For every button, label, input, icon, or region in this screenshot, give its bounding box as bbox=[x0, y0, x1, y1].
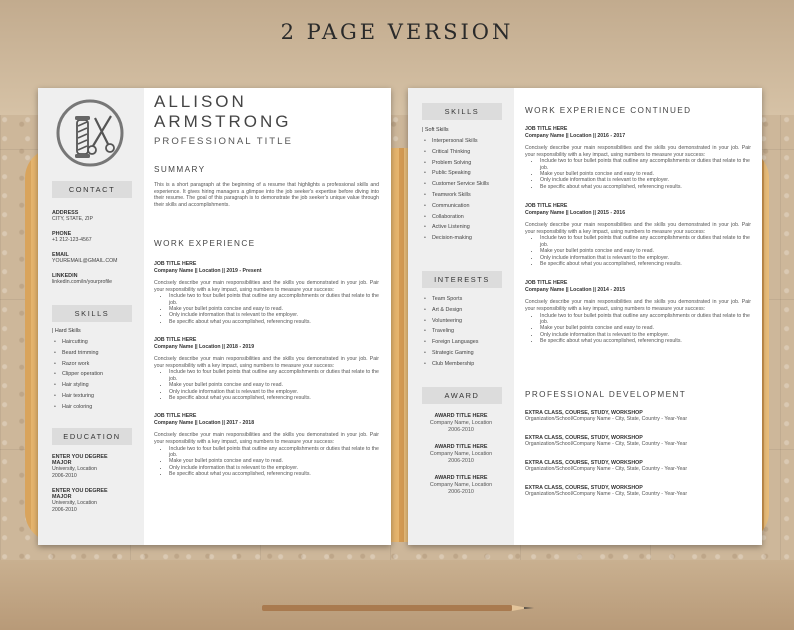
job-company: Company Name || Location || 2014 - 2015 bbox=[525, 286, 626, 293]
job-entry bbox=[525, 126, 751, 190]
skill-item: • Clipper operation bbox=[54, 369, 144, 380]
skill-item: • Hair texturing bbox=[54, 391, 144, 402]
summary-section bbox=[154, 165, 379, 208]
interest-item: • Strategic Gaming bbox=[424, 348, 514, 359]
pd-detail: Organization/School/Company Name - City, State, Country - Year-Year bbox=[525, 416, 688, 422]
address-label: ADDRESS bbox=[52, 210, 79, 216]
job-description: Concisely describe your main responsibilities and the skills you demonstrated in your job. Pair your responsibility with a key impact, using numbers to measure your success: bbox=[154, 432, 379, 446]
linkedin-value: linkedin.com/in/yourprofile bbox=[52, 279, 112, 285]
job-bullet: • Only include information that is relevant to the employer. bbox=[540, 332, 751, 338]
award-entry bbox=[408, 444, 514, 465]
job-title: JOB TITLE HERE bbox=[525, 203, 568, 210]
education-heading: EDUCATION bbox=[52, 428, 132, 445]
work-experience-continued-section bbox=[525, 106, 751, 345]
job-bullet: • Make your bullet points concise and easy to read. bbox=[540, 171, 751, 177]
education-degree: ENTER YOU DEGREE bbox=[52, 454, 108, 460]
email-label: EMAIL bbox=[52, 252, 69, 258]
job-bullet: • Be specific about what you accomplished, referencing results. bbox=[169, 319, 379, 325]
education-entry bbox=[52, 454, 144, 480]
job-bullet: • Be specific about what you accomplished, referencing results. bbox=[169, 471, 379, 477]
hard-skills-subheading: | Hard Skills bbox=[52, 328, 81, 334]
pd-entry bbox=[525, 410, 751, 422]
professional-title: PROFESSIONAL TITLE bbox=[154, 136, 293, 147]
soft-skills-section bbox=[408, 103, 514, 244]
education-school: University, Location bbox=[52, 466, 97, 472]
job-description: Concisely describe your main responsibilities and the skills you demonstrated in your job. Pair your responsibility with a key impact, using numbers to measure your success: bbox=[525, 299, 751, 313]
resume-page-1 bbox=[38, 88, 391, 545]
work-experience-continued-heading: WORK EXPERIENCE CONTINUED bbox=[525, 106, 692, 115]
interest-item: • Art & Design bbox=[424, 305, 514, 316]
education-entry bbox=[52, 488, 144, 514]
job-entry bbox=[154, 337, 379, 401]
job-bullet: • Include two to four bullet points that outline any accomplishments or duties that relate to the job. bbox=[169, 446, 379, 459]
job-company: Company Name || Location || 2018 - 2019 bbox=[154, 343, 255, 350]
award-place: Company Name, Location bbox=[429, 451, 493, 457]
award-section bbox=[408, 387, 514, 506]
education-school: University, Location bbox=[52, 500, 97, 506]
job-bullet: • Include two to four bullet points that outline any accomplishments or duties that relate to the job. bbox=[169, 293, 379, 306]
pd-entry bbox=[525, 485, 751, 497]
job-bullet: • Only include information that is relevant to the employer. bbox=[169, 465, 379, 471]
job-title: JOB TITLE HERE bbox=[154, 413, 197, 420]
work-experience-heading: WORK EXPERIENCE bbox=[154, 239, 256, 248]
job-bullet: • Make your bullet points concise and easy to read. bbox=[169, 458, 379, 464]
professional-development-list bbox=[525, 410, 751, 497]
job-bullet: • Include two to four bullet points that outline any accomplishments or duties that relate to the job. bbox=[540, 158, 751, 171]
phone-value: +1 212-123-4567 bbox=[52, 237, 92, 243]
job-bullet: • Make your bullet points concise and easy to read. bbox=[169, 382, 379, 388]
job-bullet: • Only include information that is relevant to the employer. bbox=[540, 255, 751, 261]
skill-item: • Hair styling bbox=[54, 380, 144, 391]
job-company: Company Name || Location || 2015 - 2016 bbox=[525, 209, 626, 216]
work-experience-continued-list bbox=[525, 126, 751, 345]
pd-detail: Organization/School/Company Name - City, State, Country - Year-Year bbox=[525, 466, 688, 472]
job-bullet: • Be specific about what you accomplished, referencing results. bbox=[540, 261, 751, 267]
award-years: 2006-2010 bbox=[448, 458, 474, 464]
skill-item: • Problem Solving bbox=[424, 158, 514, 169]
skill-item: • Decision-making bbox=[424, 233, 514, 244]
linkedin-label: LINKEDIN bbox=[52, 273, 78, 279]
award-title: AWARD TITLE HERE bbox=[434, 444, 488, 450]
job-bullet: • Be specific about what you accomplished, referencing results. bbox=[540, 184, 751, 190]
job-bullet: • Only include information that is relevant to the employer. bbox=[169, 389, 379, 395]
name-first: ALLISON bbox=[154, 92, 247, 111]
pd-title: EXTRA CLASS, COURSE, STUDY, WORKSHOP bbox=[525, 460, 643, 466]
interest-item: • Volunteering bbox=[424, 316, 514, 327]
job-bullet: • Make your bullet points concise and easy to read. bbox=[540, 248, 751, 254]
job-bullets bbox=[154, 293, 379, 325]
phone-label: PHONE bbox=[52, 231, 72, 237]
job-description: Concisely describe your main responsibilities and the skills you demonstrated in your job. Pair your responsibility with a key impact, using numbers to measure your success: bbox=[154, 356, 379, 369]
skills-heading: SKILLS bbox=[52, 305, 132, 322]
resume-page-2 bbox=[408, 88, 762, 545]
soft-skills-list bbox=[408, 136, 514, 244]
summary-text: This is a short paragraph at the beginning of a resume that highlights a professional skills and experience. It gives hiring managers a glimpse into the job seeker's expertise before diving into their resume. The goal of this paragraph is to demonstrate the job seeker's unique value through their skills and accomplishments. bbox=[154, 182, 379, 208]
job-bullets bbox=[154, 369, 379, 401]
stone-floor-background bbox=[0, 560, 794, 630]
job-description: Concisely describe your main responsibilities and the skills you demonstrated in your job. Pair your responsibility with a key impact, using numbers to measure your success: bbox=[154, 280, 379, 293]
job-bullet: • Include two to four bullet points that outline any accomplishments or duties that relate to the job. bbox=[540, 235, 751, 248]
email-value: YOUREMAIL@GMAIL.COM bbox=[52, 258, 118, 264]
hard-skills-list bbox=[38, 337, 144, 413]
job-description: Concisely describe your main responsibilities and the skills you demonstrated in your job. Pair your responsibility with a key impact, using numbers to measure your success: bbox=[525, 222, 751, 235]
contact-section bbox=[38, 181, 144, 286]
award-years: 2006-2010 bbox=[448, 427, 474, 433]
job-bullet: • Only include information that is relevant to the employer. bbox=[169, 312, 379, 318]
job-bullet: • Only include information that is relevant to the employer. bbox=[540, 177, 751, 183]
pencil-icon bbox=[262, 604, 534, 612]
soft-skills-subheading: | Soft Skills bbox=[422, 127, 449, 133]
job-entry bbox=[154, 261, 379, 325]
skill-item: • Razor work bbox=[54, 359, 144, 370]
job-entry bbox=[154, 413, 379, 477]
hard-skills-section bbox=[38, 305, 144, 413]
skill-item: • Public Speaking bbox=[424, 168, 514, 179]
job-bullet: • Make your bullet points concise and easy to read. bbox=[169, 306, 379, 312]
job-company: Company Name || Location || 2016 - 2017 bbox=[525, 132, 626, 139]
professional-development-heading: PROFESSIONAL DEVELOPMENT bbox=[525, 390, 687, 399]
skill-item: • Teamwork Skills bbox=[424, 190, 514, 201]
award-list bbox=[408, 413, 514, 496]
interests-section bbox=[408, 271, 514, 370]
skill-item: • Haircutting bbox=[54, 337, 144, 348]
pd-title: EXTRA CLASS, COURSE, STUDY, WORKSHOP bbox=[525, 410, 643, 416]
job-bullet: • Be specific about what you accomplished, referencing results. bbox=[540, 338, 751, 344]
job-description: Concisely describe your main responsibilities and the skills you demonstrated in your job. Pair your responsibility with a key impact, using numbers to measure your success: bbox=[525, 145, 751, 158]
education-section bbox=[38, 428, 144, 514]
skill-item: • Communication bbox=[424, 201, 514, 212]
page-version-banner: 2 PAGE VERSION bbox=[280, 20, 514, 44]
contact-heading: CONTACT bbox=[52, 181, 132, 198]
pd-title: EXTRA CLASS, COURSE, STUDY, WORKSHOP bbox=[525, 435, 643, 441]
award-title: AWARD TITLE HERE bbox=[434, 413, 488, 419]
award-heading: AWARD bbox=[422, 387, 502, 404]
pd-detail: Organization/School/Company Name - City, State, Country - Year-Year bbox=[525, 441, 688, 447]
job-title: JOB TITLE HERE bbox=[525, 280, 568, 287]
interests-list bbox=[408, 294, 514, 370]
job-company: Company Name || Location || 2019 - Present bbox=[154, 267, 262, 274]
interest-item: • Club Membership bbox=[424, 359, 514, 370]
job-company: Company Name || Location || 2017 - 2018 bbox=[154, 419, 255, 426]
job-bullets bbox=[525, 235, 751, 267]
interest-item: • Foreign Languages bbox=[424, 337, 514, 348]
job-bullet: • Be specific about what you accomplished, referencing results. bbox=[169, 395, 379, 401]
job-entry bbox=[525, 280, 751, 344]
soft-skills-heading: SKILLS bbox=[422, 103, 502, 120]
pd-entry bbox=[525, 435, 751, 447]
interest-item: • Traveling bbox=[424, 326, 514, 337]
skill-item: • Customer Service Skills bbox=[424, 179, 514, 190]
pd-title: EXTRA CLASS, COURSE, STUDY, WORKSHOP bbox=[525, 485, 643, 491]
interests-heading: INTERESTS bbox=[422, 271, 502, 288]
skill-item: • Beard trimming bbox=[54, 348, 144, 359]
education-major: MAJOR bbox=[52, 460, 72, 466]
award-entry bbox=[408, 413, 514, 434]
pd-detail: Organization/School/Company Name - City, State, Country - Year-Year bbox=[525, 491, 688, 497]
name-last: ARMSTRONG bbox=[154, 112, 292, 131]
job-bullets bbox=[525, 313, 751, 345]
job-entry bbox=[525, 203, 751, 267]
interest-item: • Team Sports bbox=[424, 294, 514, 305]
award-place: Company Name, Location bbox=[429, 420, 493, 426]
job-bullets bbox=[154, 446, 379, 478]
education-degree: ENTER YOU DEGREE bbox=[52, 488, 108, 494]
education-major: MAJOR bbox=[52, 494, 72, 500]
education-years: 2006-2010 bbox=[52, 507, 77, 513]
address-value: CITY, STATE, ZIP bbox=[52, 216, 93, 222]
work-experience-list bbox=[154, 261, 379, 478]
job-title: JOB TITLE HERE bbox=[154, 337, 197, 344]
job-bullet: • Make your bullet points concise and easy to read. bbox=[540, 325, 751, 331]
award-years: 2006-2010 bbox=[448, 489, 474, 495]
education-list bbox=[38, 454, 144, 514]
job-title: JOB TITLE HERE bbox=[525, 126, 568, 132]
job-bullet: • Include two to four bullet points that outline any accomplishments or duties that relate to the job. bbox=[540, 313, 751, 326]
award-entry bbox=[408, 475, 514, 496]
summary-heading: SUMMARY bbox=[154, 165, 206, 174]
resume-name bbox=[154, 92, 292, 132]
award-place: Company Name, Location bbox=[429, 482, 493, 488]
skill-item: • Active Listening bbox=[424, 222, 514, 233]
barber-pole-scissors-icon bbox=[55, 98, 125, 168]
skill-item: • Interpersonal Skills bbox=[424, 136, 514, 147]
award-title: AWARD TITLE HERE bbox=[434, 475, 488, 481]
skill-item: • Hair coloring bbox=[54, 402, 144, 413]
professional-development-section bbox=[525, 390, 751, 497]
pd-entry bbox=[525, 460, 751, 472]
skill-item: • Critical Thinking bbox=[424, 147, 514, 158]
job-bullet: • Include two to four bullet points that outline any accomplishments or duties that relate to the job. bbox=[169, 369, 379, 382]
education-years: 2006-2010 bbox=[52, 473, 77, 479]
skill-item: • Collaboration bbox=[424, 212, 514, 223]
work-experience-section bbox=[154, 239, 379, 478]
job-bullets bbox=[525, 158, 751, 190]
job-title: JOB TITLE HERE bbox=[154, 261, 197, 267]
